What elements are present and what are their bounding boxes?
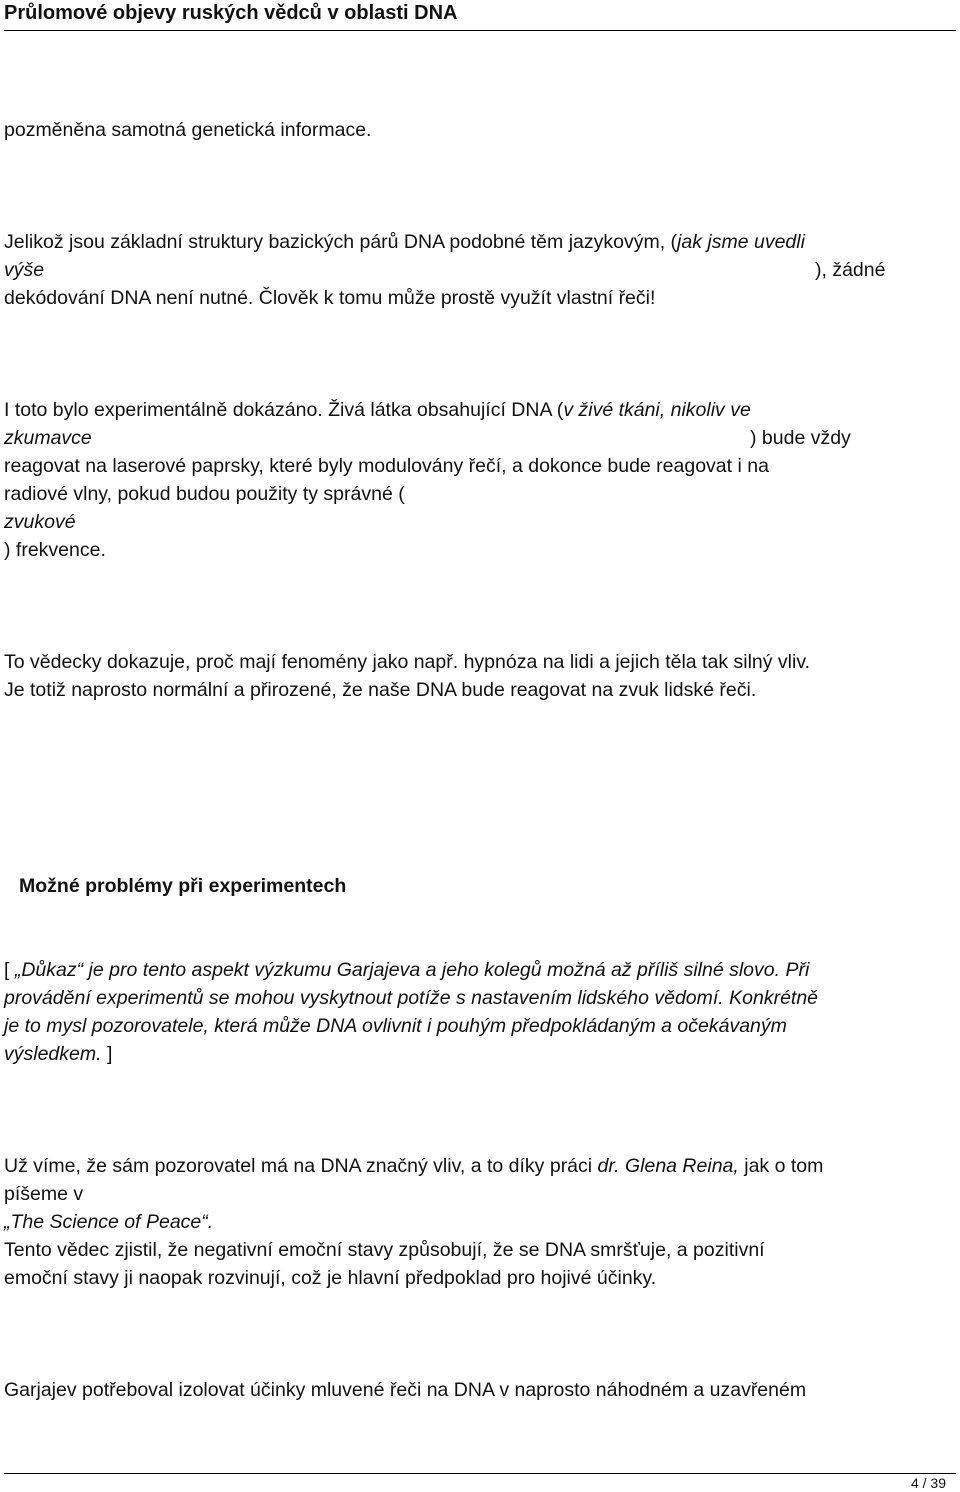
text-line: dekódování DNA není nutné. Člověk k tomu může prostě využít vlastní řeči! <box>4 287 656 309</box>
italic-text-run: dr. Glena Reina, <box>597 1155 739 1177</box>
text-run: [ <box>4 959 15 981</box>
italic-text-line: provádění experimentů se mohou vyskytnout potíže s nastavením lidského vědomí. Konkrétně <box>4 987 819 1009</box>
italic-text-run: „Důkaz“ je pro tento aspekt výzkumu Garjajeva a jeho kolegů možná až příliš silné slovo. Při <box>14 959 810 981</box>
text-run: ] <box>101 1043 113 1065</box>
italic-text-line: zkumavce <box>4 427 92 449</box>
text-line: reagovat na laserové paprsky, které byly modulovány řečí, a dokonce bude reagovat i na <box>4 455 769 477</box>
text-line <box>4 1152 823 1180</box>
text-line: To vědecky dokazuje, proč mají fenomény jako např. hypnóza na lidi a jejich těla tak silný vliv. <box>4 651 811 673</box>
text-line <box>4 1040 112 1068</box>
italic-text-line: je to mysl pozorovatele, která může DNA ovlivnit i pouhým předpokládaným a očekávaným <box>4 1015 787 1037</box>
section-heading: Možné problémy při experimentech <box>19 875 347 897</box>
text-line <box>4 228 805 256</box>
text-line: radiové vlny, pokud budou použity ty správné ( <box>4 483 405 505</box>
italic-text-run: v živé tkáni, nikoliv ve <box>563 399 751 421</box>
text-line <box>4 956 809 984</box>
header-divider <box>4 30 956 31</box>
text-line: pozměněna samotná genetická informace. <box>4 119 372 141</box>
text-line: emoční stavy ji naopak rozvinují, což je hlavní předpoklad pro hojivé účinky. <box>4 1267 657 1289</box>
footer-divider <box>4 1473 956 1474</box>
text-line: Tento vědec zjistil, že negativní emoční stavy způsobují, že se DNA smršťuje, a pozitivní <box>4 1239 765 1261</box>
text-line: ) frekvence. <box>4 539 106 561</box>
text-line: Garjajev potřeboval izolovat účinky mluvené řeči na DNA v naprosto náhodném a uzavřeném <box>4 1379 807 1401</box>
text-run: jak o tom <box>738 1155 824 1177</box>
page-number: 4 / 39 <box>910 1475 946 1491</box>
text-run: Jelikož jsou základní struktury bazických párů DNA podobné těm jazykovým, ( <box>4 231 678 253</box>
text-line <box>4 396 751 424</box>
text-run: Už víme, že sám pozorovatel má na DNA značný vliv, a to díky práci <box>4 1155 598 1177</box>
text-run: ), žádné <box>815 259 886 281</box>
italic-text-run: jak jsme uvedli <box>677 231 805 253</box>
text-line: Je totiž naprosto normální a přirozené, že naše DNA bude reagovat na zvuk lidské řeči. <box>4 679 757 701</box>
document-header-title: Průlomové objevy ruských vědců v oblasti DNA <box>4 2 458 24</box>
text-run: I toto bylo experimentálně dokázáno. Živá látka obsahující DNA ( <box>4 399 564 421</box>
text-run: ) bude vždy <box>750 427 851 449</box>
italic-text-line: zvukové <box>4 511 76 533</box>
italic-text-run: výsledkem. <box>4 1043 102 1065</box>
italic-text-line: „The Science of Peace“. <box>4 1211 214 1233</box>
italic-text-run: výše <box>4 259 45 281</box>
text-line <box>4 256 44 284</box>
text-line: píšeme v <box>4 1183 84 1205</box>
